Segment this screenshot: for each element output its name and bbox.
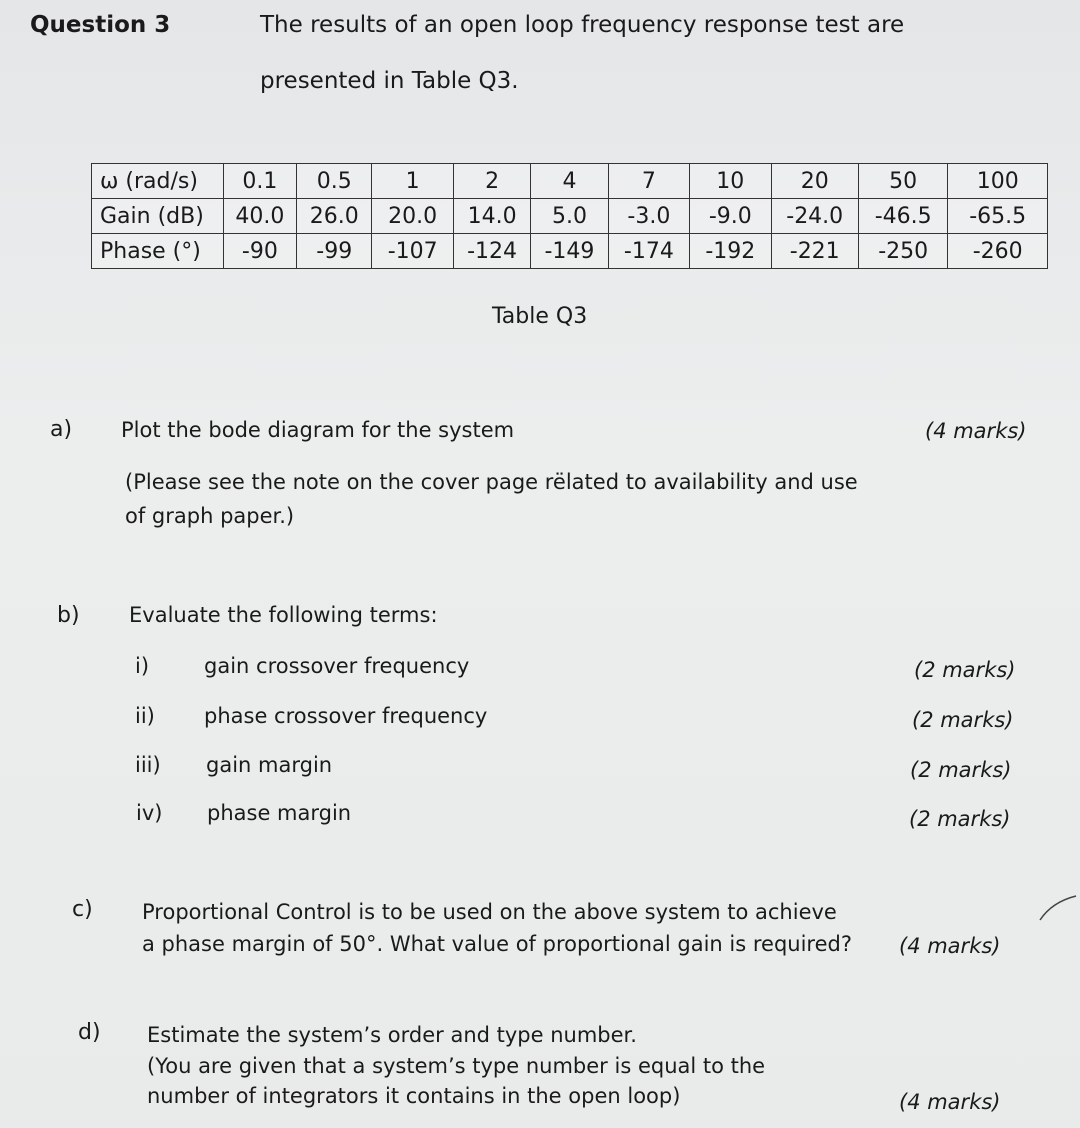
- part-c-marks: (4 marks): [899, 934, 1001, 958]
- table-cell: -149: [531, 234, 608, 269]
- part-a-text: Plot the bode diagram for the system: [121, 418, 515, 442]
- table-cell: -192: [690, 234, 771, 269]
- question-number: Question 3: [30, 12, 171, 38]
- table-row-gain: [92, 199, 1048, 234]
- table-cell: -174: [608, 234, 689, 269]
- row-header-omega: ω (rad/s): [92, 164, 224, 199]
- question-intro-line1: The results of an open loop frequency response test are: [260, 12, 905, 38]
- part-d-line3: number of integrators it contains in the open loop): [147, 1084, 681, 1108]
- table-row-phase: [92, 234, 1048, 269]
- part-d-marks: (4 marks): [899, 1090, 1001, 1114]
- table-cell: -24.0: [771, 199, 858, 234]
- part-b-item-num: i): [135, 654, 150, 678]
- table-cell: 26.0: [297, 199, 372, 234]
- table-cell: 40.0: [223, 199, 296, 234]
- part-b-item-marks: (2 marks): [909, 807, 1011, 831]
- table-cell: -3.0: [608, 199, 689, 234]
- part-b-item-text: phase margin: [207, 801, 352, 825]
- table-cell: -221: [771, 234, 858, 269]
- part-b-text: Evaluate the following terms:: [129, 603, 438, 627]
- part-b-item-marks: (2 marks): [912, 708, 1014, 732]
- table-cell: 20: [771, 164, 858, 199]
- part-d-line1: Estimate the system’s order and type number.: [147, 1023, 637, 1047]
- part-b-item-num: iv): [136, 801, 163, 825]
- table-cell: 100: [948, 164, 1048, 199]
- table-cell: 2: [453, 164, 530, 199]
- part-b-item-text: gain crossover frequency: [204, 654, 470, 678]
- part-d-line2: (You are given that a system’s type number is equal to the: [147, 1054, 766, 1078]
- table-row-omega: [92, 164, 1048, 199]
- table-cell: -107: [372, 234, 453, 269]
- table-cell: -9.0: [690, 199, 771, 234]
- table-cell: 0.1: [223, 164, 296, 199]
- part-c-label: c): [72, 897, 93, 922]
- table-cell: -90: [223, 234, 296, 269]
- table-cell: 7: [608, 164, 689, 199]
- table-cell: 50: [858, 164, 947, 199]
- frequency-response-table: [91, 163, 1048, 269]
- question-intro-line2: presented in Table Q3.: [260, 68, 519, 94]
- table-cell: -124: [453, 234, 530, 269]
- table-cell: 1: [372, 164, 453, 199]
- part-a-note-line2: of graph paper.): [125, 504, 295, 528]
- row-header-gain: Gain (dB): [92, 199, 224, 234]
- pen-stroke-mark: [1038, 894, 1078, 924]
- table-cell: -250: [858, 234, 947, 269]
- part-b-item-text: phase crossover frequency: [204, 704, 488, 728]
- part-b-item-num: ii): [135, 704, 155, 728]
- table-cell: -260: [948, 234, 1048, 269]
- part-c-line2: a phase margin of 50°. What value of proportional gain is required?: [142, 932, 852, 956]
- part-d-label: d): [78, 1020, 101, 1045]
- part-c-line1: Proportional Control is to be used on the above system to achieve: [142, 900, 837, 924]
- table-cell: 14.0: [453, 199, 530, 234]
- table-cell: -99: [297, 234, 372, 269]
- table-cell: 0.5: [297, 164, 372, 199]
- part-b-item-marks: (2 marks): [914, 658, 1016, 682]
- table-cell: 5.0: [531, 199, 608, 234]
- table-caption: Table Q3: [492, 304, 588, 329]
- part-b-item-marks: (2 marks): [910, 758, 1012, 782]
- part-a-label: a): [50, 417, 73, 442]
- part-b-item-num: iii): [135, 753, 161, 777]
- part-a-note-line1: (Please see the note on the cover page rëlated to availability and use: [125, 470, 858, 494]
- table-cell: -65.5: [948, 199, 1048, 234]
- part-a-marks: (4 marks): [925, 419, 1027, 443]
- table-cell: 4: [531, 164, 608, 199]
- table-cell: 10: [690, 164, 771, 199]
- table-cell: -46.5: [858, 199, 947, 234]
- part-b-label: b): [57, 603, 80, 628]
- row-header-phase: Phase (°): [92, 234, 224, 269]
- table-cell: 20.0: [372, 199, 453, 234]
- part-b-item-text: gain margin: [206, 753, 333, 777]
